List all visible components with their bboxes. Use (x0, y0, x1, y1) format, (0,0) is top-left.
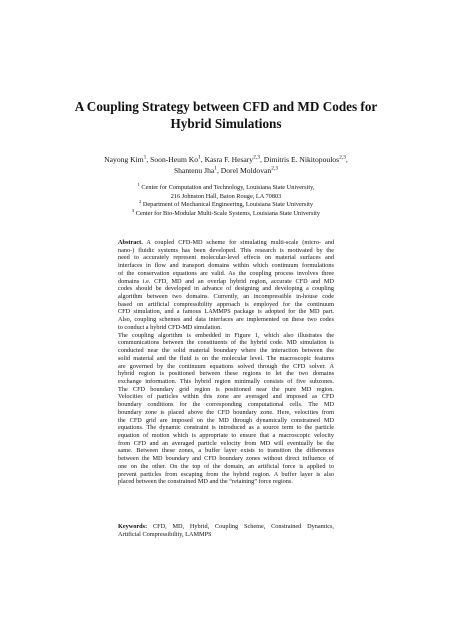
abstract-line: CFD simulation, and a famous LAMMPS package is adopted for the MD part. (118, 308, 334, 316)
author-name: Kasra F. Hesary (204, 155, 254, 164)
abstract-line: boundary conditions for the corresponding computational cells. The MD (118, 401, 334, 409)
author-list (40, 154, 412, 176)
author-affiliation-mark: 2,3 (271, 165, 279, 172)
affiliation-text: Department of Mechanical Engineering, Louisiana State University (142, 201, 313, 209)
abstract-line: exchange information. This hybrid region minimally consists of five subzones. (118, 377, 334, 385)
author-name: Soon-Heum Ko (150, 155, 199, 164)
abstract-line: to conduct a hybrid CFD-MD simulation. (118, 323, 222, 331)
author-name: Dimitris E. Nikitopoulos (263, 155, 340, 164)
keywords-line (118, 523, 334, 531)
abstract-line: domains i.e. CFD, MD and an overlap hybrid region, accurate CFD and MD (118, 277, 334, 285)
abstract-line: same. Between these zones, a buffer layer exists to transition the differences (118, 447, 334, 455)
author-name: Nayong Kim (104, 155, 144, 164)
affiliation-line (40, 201, 412, 210)
abstract-line: one on the other. On the top of the domain, an artificial force is applied to (118, 462, 334, 470)
affiliation-line (40, 181, 412, 193)
author-name: Dorel Moldovan (220, 166, 272, 175)
abstract-line: based on artificial compressibility approach is employed for the continuum (118, 300, 334, 308)
keywords-text: CFD, MD, Hybrid, Coupling Scheme, Constrained Dynamics, (147, 523, 334, 530)
title-line: A Coupling Strategy between CFD and MD Codes for (74, 99, 378, 114)
abstract-line: The coupling algorithm is embedded in Figure 1, which also illustrates the (118, 331, 334, 339)
abstract-line: Velocities of particles within this zone are averaged and imposed as CFD (118, 393, 334, 401)
affiliation-text: Center for Computation and Technology, Louisiana State University, (141, 184, 315, 191)
keywords-label: Keywords: (118, 523, 148, 530)
keywords-line: Artificial Compressibility, LAMMPS (118, 530, 212, 538)
abstract-line: are governed by the continuum equations solved through the CFD solver. A (118, 362, 334, 370)
abstract (118, 239, 334, 486)
abstract-line: The CFD boundary grid region is positioned near the pure MD region. (118, 385, 334, 393)
abstract-text: A coupled CFD-MD scheme for simulating multi-scale (micro- and (142, 239, 334, 246)
abstract-line: nano-) fluidic systems has been developed. This research is motivated by the (118, 246, 334, 254)
abstract-line: equation of motion which is appropriate to ensure that a macroscopic velocity (118, 431, 334, 439)
affiliation-text: Center for Bio-Modular Multi-Scale Systems, Louisiana State University (135, 209, 321, 217)
abstract-line: prevent particles from escaping from the hybrid region. A buffer layer is also (118, 470, 334, 478)
author-affiliation-mark: 1 (214, 165, 217, 172)
affiliation-line (40, 207, 412, 219)
abstract-line: codes should be developed in advance of designing and developing a coupling (118, 285, 334, 293)
affiliation-mark: 1 (137, 181, 140, 187)
abstract-line: solid material and the fluid is on the molecular level. The macroscopic features (118, 354, 334, 362)
title-line: Hybrid Simulations (170, 116, 282, 131)
abstract-line: of the conservation equations are valid. As the coupling process involves three (118, 269, 334, 277)
abstract-line: placed between the constrained MD and the “retaining” force regions. (118, 478, 293, 486)
author-affiliation-mark: 2,3 (339, 154, 346, 161)
paper-title (40, 98, 412, 132)
affiliation-mark: 2 (139, 199, 142, 205)
abstract-label: Abstract. (118, 239, 143, 246)
abstract-line: from CFD and an averaged particle velocity from MD will eventually be the (118, 439, 334, 447)
affiliation-mark: 3 (131, 207, 135, 213)
abstract-line: need to accurately represent molecular-level effects on material surfaces and (118, 254, 334, 262)
author-affiliation-mark: 1 (198, 154, 201, 161)
abstract-line: boundary zone is placed above the CFD boundary zone. Here, velocities from (118, 408, 334, 416)
author-line: Nayong Kim$^1$, Soon-Heum Ko$^1$, Kasra F. Hesary$^{2,3}$, Dimitris E. Nikitopoulos$^{2,3}$, (104, 154, 348, 164)
affiliation-text: 216 Johnston Hall, Baton Rouge, LA 70803 (170, 192, 282, 200)
author-affiliation-mark: 2,3 (253, 154, 260, 161)
abstract-line: equations. The dynamic constraint is introduced as a source term to the particle (118, 424, 334, 432)
abstract-line: communications between the constituents of the hybrid code. MD simulation is (118, 339, 334, 347)
abstract-line (118, 239, 334, 247)
author-affiliation-mark: 1 (143, 154, 147, 161)
abstract-line: the CFD grid are imposed on the MD through dynamically constrained MD (118, 416, 334, 424)
abstract-line: between the MD boundary and CFD boundary zones without direct influence of (118, 455, 334, 463)
author-name: Shantenu Jha (173, 166, 215, 175)
author-line: Shantenu Jha$^1$, Dorel Moldovan$^{2,3}$ (173, 165, 279, 175)
abstract-line: algorithm between two domains. Currently, an incompressible in-house code (118, 293, 334, 301)
affiliation-list (40, 181, 412, 218)
abstract-line: interfaces in flow and transport domains within which continuum formulations (118, 262, 334, 270)
abstract-line: conducted near the solid material boundary where the interaction between the (118, 347, 334, 355)
abstract-line: Also, coupling schemes and data interfaces are implemented on these two codes (118, 316, 334, 324)
keywords (118, 523, 334, 538)
abstract-line: hybrid region is positioned between these regions to let the two domains (118, 370, 334, 378)
